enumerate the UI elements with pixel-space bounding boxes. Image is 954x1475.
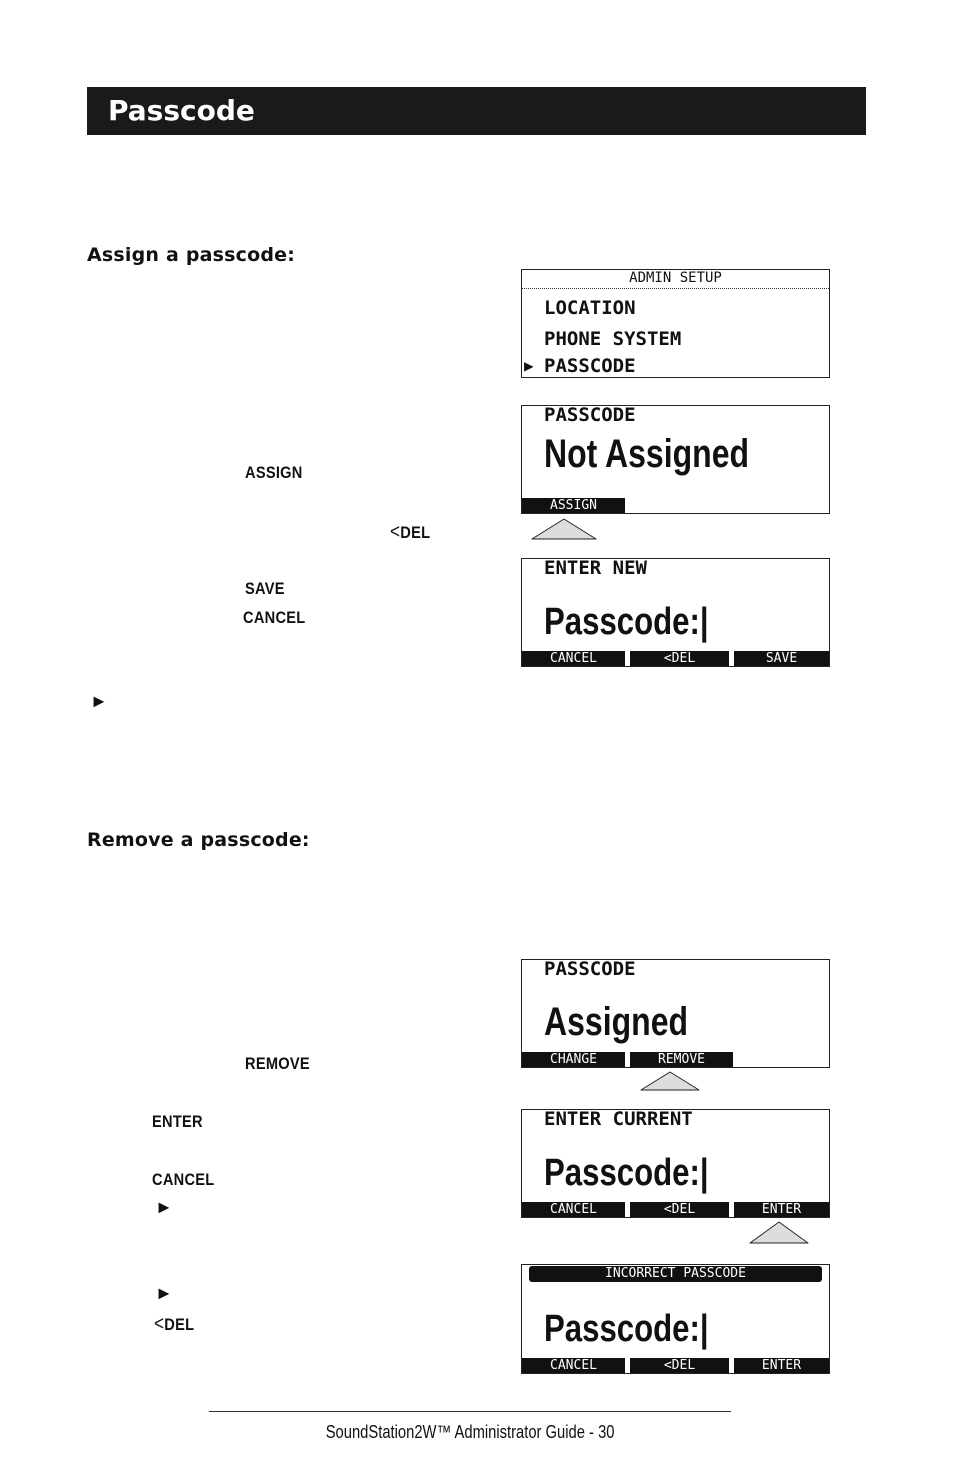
softkey-bar [522, 1358, 829, 1373]
page-title-bar [87, 87, 866, 135]
lcd-label: PASSCODE [544, 959, 636, 980]
press-indicator-icon [748, 1219, 810, 1247]
menu-item-phone-system: PHONE SYSTEM [544, 328, 682, 350]
keyword-remove: REMOVE [245, 1054, 310, 1073]
lcd-incorrect-passcode [521, 1264, 830, 1374]
lcd-admin-setup [521, 269, 830, 378]
page-title: Passcode [108, 94, 255, 127]
passcode-status: Not Assigned [544, 432, 750, 476]
lcd-label: ENTER NEW [544, 558, 647, 579]
keyword-save: SAVE [245, 579, 285, 598]
lcd-label: ENTER CURRENT [544, 1109, 693, 1130]
passcode-field: Passcode:| [544, 1308, 709, 1350]
softkey-del[interactable]: <DEL [630, 1202, 729, 1217]
softkey-bar [522, 1052, 829, 1067]
error-banner: INCORRECT PASSCODE [529, 1266, 822, 1282]
keyword-assign: ASSIGN [245, 463, 303, 482]
lcd-label: PASSCODE [544, 405, 636, 426]
footer-rule [209, 1411, 731, 1412]
lcd-enter-new [521, 558, 830, 667]
softkey-enter[interactable]: ENTER [734, 1358, 829, 1373]
press-indicator-icon [639, 1069, 701, 1093]
keyword-enter: ENTER [152, 1112, 203, 1131]
passcode-field: Passcode:| [544, 1152, 709, 1194]
play-arrow-icon: ► [155, 1283, 173, 1303]
selection-arrow-icon: ▶ [524, 356, 534, 375]
play-arrow-icon: ► [90, 691, 108, 711]
softkey-cancel[interactable]: CANCEL [522, 1358, 625, 1373]
remove-heading: Remove a passcode: [87, 829, 310, 851]
softkey-bar [522, 498, 829, 513]
play-arrow-icon: ► [155, 1197, 173, 1217]
lcd-passcode-not-assigned [521, 405, 830, 514]
press-indicator-icon [530, 516, 598, 542]
less-than-glyph: < [154, 1313, 165, 1335]
less-than-glyph: < [390, 521, 401, 543]
assign-heading: Assign a passcode: [87, 244, 296, 266]
softkey-remove[interactable]: REMOVE [630, 1052, 733, 1067]
softkey-enter[interactable]: ENTER [734, 1202, 829, 1217]
softkey-change[interactable]: CHANGE [522, 1052, 625, 1067]
page-footer: SoundStation2W™ Administrator Guide - 30 [325, 1422, 615, 1442]
softkey-del[interactable]: <DEL [630, 1358, 729, 1373]
softkey-bar [522, 651, 829, 666]
lcd-passcode-assigned [521, 959, 830, 1068]
passcode-field: Passcode:| [544, 601, 709, 643]
softkey-cancel[interactable]: CANCEL [522, 651, 625, 666]
passcode-status: Assigned [544, 1000, 689, 1044]
softkey-assign[interactable]: ASSIGN [522, 498, 625, 513]
keyword-cancel-2: CANCEL [152, 1170, 215, 1189]
softkey-cancel[interactable]: CANCEL [522, 1202, 625, 1217]
lcd-divider [522, 288, 829, 289]
softkey-bar [522, 1202, 829, 1217]
lcd-header: ADMIN SETUP [629, 270, 722, 286]
softkey-save[interactable]: SAVE [734, 651, 829, 666]
menu-item-location: LOCATION [544, 297, 636, 319]
softkey-del[interactable]: <DEL [630, 651, 729, 666]
menu-item-passcode: PASSCODE [544, 355, 636, 377]
keyword-cancel: CANCEL [243, 608, 306, 627]
keyword-del: <DEL [390, 521, 431, 543]
keyword-del-2: <DEL [154, 1313, 195, 1335]
lcd-enter-current [521, 1109, 830, 1218]
